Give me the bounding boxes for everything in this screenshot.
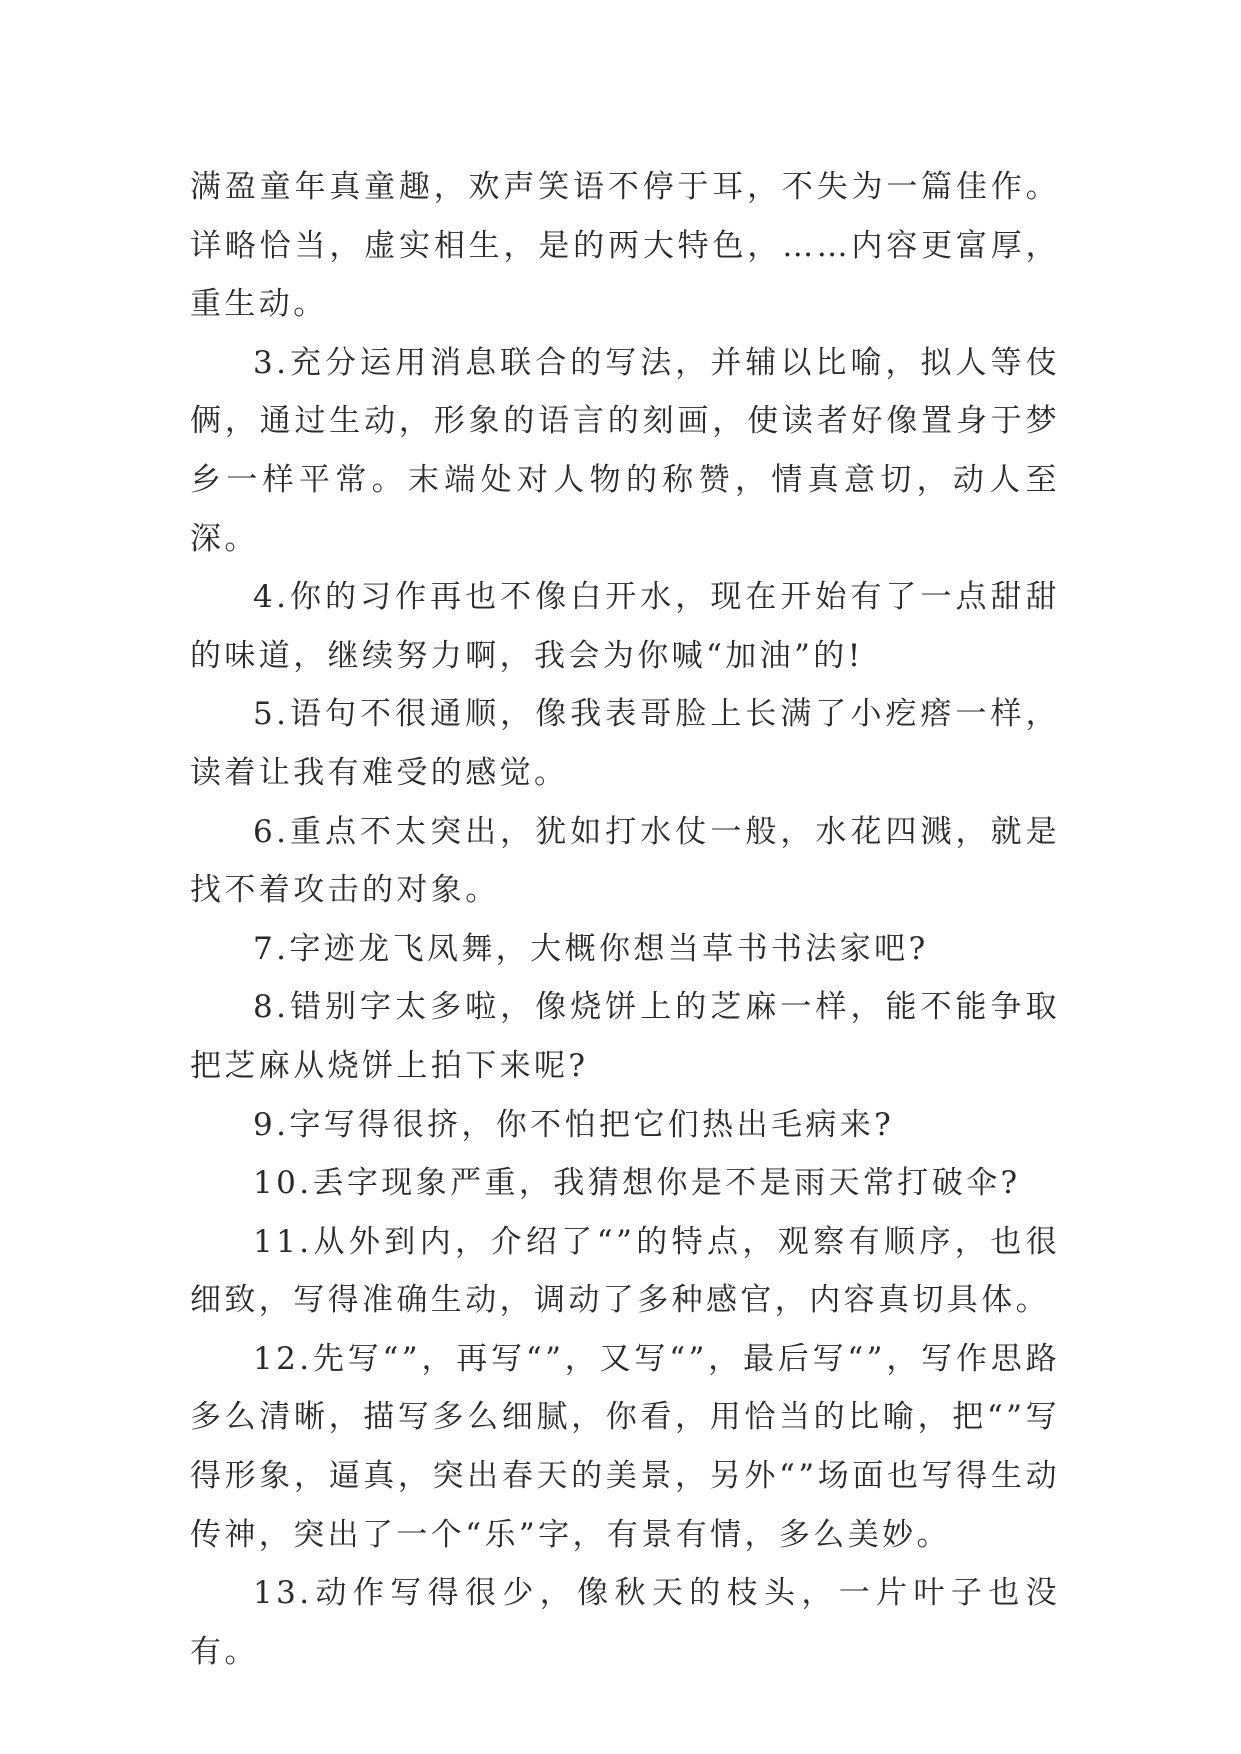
paragraph-4: 4.你的习作再也不像白开水，现在开始有了一点甜甜的味道，继续努力啊，我会为你喊“加油”的!	[190, 579, 1060, 674]
paragraph-9: 9.字写得很挤，你不怕把它们热出毛病来?	[253, 1106, 895, 1143]
paragraph-3: 3.充分运用消息联合的写法，并辅以比喻，拟人等伎俩，通过生动，形象的语言的刻画，使读者好像置身于梦乡一样平常。末端处对人物的称赞，情真意切，动人至深。	[190, 344, 1060, 557]
paragraph-10: 10.丢字现象严重，我猜想你是不是雨天常打破伞?	[253, 1165, 1021, 1202]
paragraph-7: 7.字迹龙飞凤舞，大概你想当草书书法家吧?	[253, 930, 929, 967]
paragraph-11: 11.从外到内，介绍了“”的特点，观察有顺序，也很细致，写得准确生动，调动了多种感官，内容真切具体。	[190, 1223, 1060, 1319]
paragraph-8: 8.错别字太多啦，像烧饼上的芝麻一样，能不能争取把芝麻从烧饼上拍下来呢?	[190, 989, 1060, 1084]
document-page	[190, 158, 1060, 1681]
paragraph-13: 13.动作写得很少，像秋天的枝头，一片叶子也没有。	[190, 1575, 1060, 1670]
paragraph-continued: 满盈童年真童趣，欢声笑语不停于耳，不失为一篇佳作。详略恰当，虚实相生，是的两大特色，……内容更富厚，重生动。	[190, 169, 1060, 323]
paragraph-12: 12.先写“”，再写“”，又写“”，最后写“”，写作思路多么清晰，描写多么细腻，你看，用恰当的比喻，把“”写得形象，逼真，突出春天的美景，另外“”场面也写得生动传神，突出了一个“乐”字，有景有情，多么美妙。	[190, 1340, 1060, 1553]
paragraph-5: 5.语句不很通顺，像我表哥脸上长满了小疙瘩一样，读着让我有难受的感觉。	[190, 696, 1060, 791]
paragraph-6: 6.重点不太突出，犹如打水仗一般，水花四溅，就是找不着攻击的对象。	[190, 813, 1060, 909]
